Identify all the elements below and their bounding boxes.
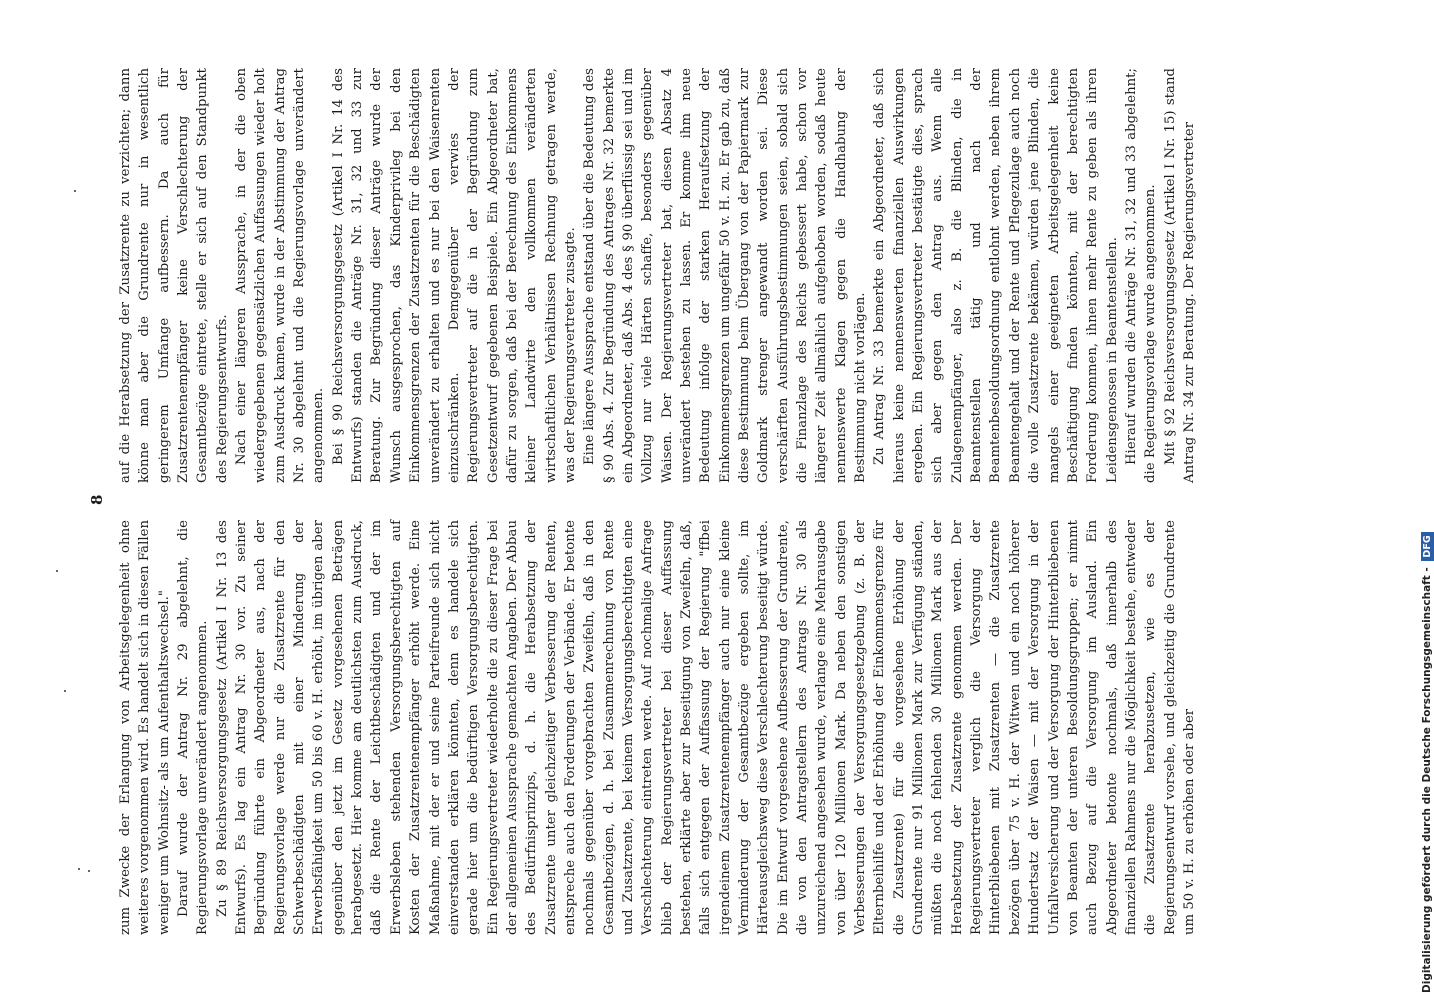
paragraph: Nach einer längeren Aussprache, in der die oben wiedergegebenen gegensätzlichen Auffassungen wieder holt zum Ausdruck kamen, wurde in der Abstimmung der Antrag Nr. 30 abgelehnt und die Regierungsvorlage unverändert angenommen. bbox=[234, 68, 327, 483]
paragraph: Zu § 89 Reichsversorgungsgesetz (Artikel I Nr. 13 des Entwurfs). Es lag ein Antrag Nr. 30 vor. Zu seiner Begründung führte ein Abgeordneter aus, nach der Regierungsvorlage werde nur die Zusatzrente für den Schwerbeschädigten mit einer Minderung der Erwerbsfähigkeit um 50 bis 60 v. H. erhöht, im übrigen aber gegenüber den jetzt im Gesetz vorgesehenen Beträgen herabgesetzt. Hier komme am deutlichsten zum Ausdruck, daß die Rente der Leichtbeschädigten und der im Erwerbsleben stehenden Versorgungsberechtigten auf Kosten der Zusatzrentenempfänger erhöht werde. Eine Maßnahme, mit der er und seine Parteifreunde sich nicht einverstanden erklären könnten, denn es handele sich gerade hier um die bedürftigen Versorgungsberechtigten. Ein Regierungsvertreter wiederholte die zu dieser Frage bei der allgemeinen Aussprache gemachten Angaben. Der Abbau des Bedürfnisprinzips, d. h. die Herabsetzung der Zusatzrente unter gleichzeitiger Verbesserung der Renten, entspreche auch den Forderungen der Verbände. Er betonte nochmals gegenüber vorgebrachten Zweifeln, daß in den Gesamtbezügen, d. h. bei Zusammenrechnung von Rente und Zusatzrente, bei keinem Versorgungsberechtigten eine Verschlechterung eintreten werde. Auf nochmalige Anfrage blieb der Regierungsvertreter bei dieser Auffassung bestehen, erklärte aber zur Beseitigung von Zweifeln, daß, falls sich entgegen der Auffassung der Regierung "ffbei irgendeinem Zusatzrentenempfänger auch nur eine kleine Verminderung der Gesamtbezüge ergeben sollte, im Härteausgleichsweg diese Verschlechterung beseitigt würde. Die im Entwurf vorgesehene Aufbesserung der Grundrente, die von den Antragstellern des Antrags Nr. 30 als unzureichend angesehen wurde, verlange eine Mehrausgabe von über 120 Millionen Mark. Da neben den sonstigen Verbesserungen der Versorgungsgesetzgebung (z. B. der Elternbeihilfe und der Erhöhung der Einkommensgrenze für die Zusatzrente) für die vorgesehene Erhöhung der Grundrente nur 91 Millionen Mark zur Verfügung ständen, müßten die noch fehlenden 30 Millionen Mark aus der Herabsetzung der Zusatzrente genommen werden. Der Regierungsvertreter verglich die Versorgung der Hinterbliebenen mit Zusatzrenten — die Zusatzrente bezögen über 75 v. H. der Witwen und ein noch höherer Hundertsatz der Waisen — mit der Versorgung in der Unfallversicherung und der Versorgung der Hinterbliebenen von Beamten der unteren Besoldungsgruppen; er nimmt auch Bezug auf die Versorgung im Ausland. Ein Abgeordneter betonte nochmals, daß innerhalb des finanziellen Rahmens nur die Möglichkeit bestehe, entweder die Zusatzrente herabzusetzen, wie es der Regierungsentwurf vorsehe, und gleichzeitig die Grundrente um 50 v. H. zu erhöhen oder aber bbox=[214, 520, 1197, 935]
digitization-credit bbox=[1420, 8, 1434, 993]
paragraph: zum Zwecke der Erlangung von Arbeitsgelegenheit ohne weiteres vorgenommen wird. Es handelt sich in diesen Fällen weniger um Wohnsitz- als um Aufenthaltswechsel." bbox=[118, 520, 172, 935]
scan-speck bbox=[56, 570, 58, 572]
scanned-page bbox=[78, 65, 1298, 935]
page-number: 8 bbox=[88, 494, 106, 505]
scan-speck bbox=[74, 190, 76, 192]
dfg-logo: DFG bbox=[1421, 532, 1434, 560]
paragraph: Darauf wurde der Antrag Nr. 29 abgelehnt, die Regierungsvorlage unverändert angenommen. bbox=[176, 520, 211, 935]
scan-speck bbox=[88, 870, 90, 872]
scan-speck bbox=[78, 868, 80, 870]
left-column bbox=[116, 520, 1199, 935]
paragraph: Hierauf wurden die Anträge Nr. 31, 32 und 33 abgelehnt; die Regierungsvorlage wurde angenommen. bbox=[1123, 68, 1159, 483]
right-column bbox=[116, 68, 1199, 483]
paragraph: Mit § 92 Reichsversorgungsgesetz (Artikel I Nr. 15) stand Antrag Nr. 34 zur Beratung. Der Regierungsvertreter bbox=[1162, 68, 1197, 483]
credit-text bbox=[1420, 532, 1434, 993]
paragraph: Eine längere Aussprache entstand über die Bedeutung des § 90 Abs. 4. Zur Begründung des Antrages Nr. 32 bemerkte ein Abgeordneter, daß Abs. 4 des § 90 überflüssig sei und im Vollzug nur viele Härten schaffe, besonders gegenüber Waisen. Der Regierungsvertreter bat, diesen Absatz 4 unverändert bestehen zu lassen. Er komme ihm neue Bedeutung infolge der starken Heraufsetzung der Einkommensgrenzen um ungefähr 50 v. H. zu. Er gab zu, daß diese Bestimmung beim Übergang von der Papiermark zur Goldmark strenger angewandt worden sei. Diese verschärften Ausführungsbestimmungen seien, sobald sich die Finanzlage des Reichs gebessert habe, schon vor längerer Zeit allmählich aufgehoben worden, sodaß heute nennenswerte Klagen gegen die Handhabung der Bestimmung nicht vorlägen. bbox=[582, 68, 869, 483]
paragraph: Bei § 90 Reichsversorgungsgesetz (Artikel I Nr. 14 des Entwurfs) standen die Anträge Nr. 31, 32 und 33 zur Beratung. Zur Begründung dieser Anträge wurde der Wunsch ausgesprochen, das Kinderprivileg bei den Einkommensgrenzen der Zusatzrenten für die Beschädigten unverändert zu erhalten und es nur bei den Waisenrenten einzuschränken. Demgegenüber verwies der Regierungsvertreter auf die in der Begründung zum Gesetzentwurf gegebenen Beispiele. Ein Abgeordneter bat, dafür zu sorgen, daß bei der Berechnung des Einkommens kleiner Landwirte den vollkommen veränderten wirtschaftlichen Verhältnissen Rechnung getragen werde, was der Regierungsvertreter zusagte. bbox=[330, 68, 578, 483]
paragraph: auf die Herabsetzung der Zusatzrente zu verzichten; dann könne man aber die Grundrente nur in wesentlich geringerem Umfange aufbessern. Da auch für Zusatzrentenempfänger keine Verschlechterung der Gesamtbezüge eintrete, stelle er sich auf den Standpunkt des Regierungsentwurfs. bbox=[118, 68, 230, 483]
paragraph: Zu Antrag Nr. 33 bemerkte ein Abgeordneter, daß sich hieraus keine nennenswerten finanziellen Auswirkungen ergeben. Ein Regierungsvertreter bestätigte dies, sprach sich aber gegen den Antrag aus. Wenn alle Zulagenempfänger, also z. B. die Blinden, die in Beamtenstellen tätig und nach der Beamtenbesoldungsordnung entlohnt werden, neben ihrem Beamtengehalt und der Rente und Pflegezulage auch noch die volle Zusatzrente bekämen, würden jene Blinden, die mangels einer geeigneten Arbeitsgelegenheit keine Beschäftigung finden könnten, mit der berechtigten Forderung kommen, ihnen mehr Rente zu geben als ihren Leidensgenossen in Beamtenstellen. bbox=[872, 68, 1120, 483]
scan-speck bbox=[64, 690, 66, 692]
credit-label: Digitalisierung gefördert durch die Deutsche Forschungsgemeinschaft - bbox=[1421, 567, 1433, 993]
